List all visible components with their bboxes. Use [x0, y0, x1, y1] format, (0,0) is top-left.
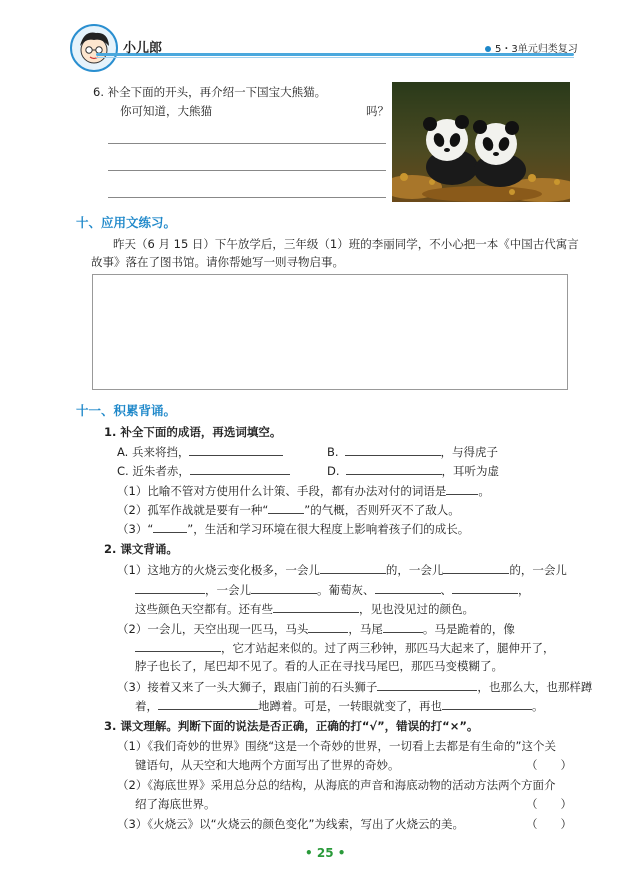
unit-title-text: 5・3单元归类复习 [495, 44, 578, 55]
text: 地蹲着。可是，一转眼就变了，再也 [258, 699, 442, 713]
q2-p2-line3: 脖子也长了，尾巴却不见了。看的人正在寻找马尾巴，那匹马变模糊了。 [135, 659, 503, 673]
text: ，见也没见过的颜色。 [359, 602, 474, 616]
panda-photo [392, 82, 570, 202]
text: 。葡萄灰、 [317, 583, 375, 597]
text: ，一会儿 [205, 583, 251, 597]
text: （2）一会儿，天空出现一匹马，马头 [117, 622, 309, 636]
fill-blank[interactable] [135, 639, 221, 652]
option-d-label: D. [327, 464, 340, 478]
fill-blank[interactable] [383, 620, 423, 633]
answer-paren[interactable]: （ ） [526, 797, 572, 811]
text: ，也那么大，也那样蹲 [477, 680, 593, 694]
header-rule-thin [96, 57, 574, 58]
fill-blank[interactable] [377, 678, 477, 691]
section-11-title: 十一、积累背诵。 [76, 403, 177, 418]
q1-s3-text: （3）“ [117, 522, 154, 536]
fill-blank[interactable] [308, 620, 348, 633]
option-b-end: ，与得虎子 [440, 445, 499, 459]
fill-blank[interactable] [346, 462, 442, 475]
text: （1）这地方的火烧云变化极多，一会儿 [117, 563, 320, 577]
fill-blank[interactable] [189, 443, 283, 456]
q2-p1-line3 [135, 600, 474, 617]
option-c [117, 462, 290, 479]
text: 的，一会儿 [385, 563, 444, 577]
q2-p3-line2 [135, 697, 544, 714]
q6-title: 6. 补全下面的开头，再介绍一下国宝大熊猫。 [93, 85, 327, 99]
q1-title: 1. 补全下面的成语，再选词填空。 [104, 425, 282, 439]
text: ， [518, 583, 530, 597]
q1-s1-text: （1）比喻不管对方使用什么计策、手段，都有办法对付的词语是 [117, 484, 447, 498]
text: 这些颜色天空都有。还有些 [135, 602, 273, 616]
section-10-title: 十、应用文练习。 [76, 215, 177, 230]
q3-item2-line2: 绍了海底世界。 [135, 797, 216, 811]
q3-item3-line1: （3）《火烧云》以“火烧云的颜色变化”为线索，写出了火烧云的美。 [117, 817, 464, 831]
section-10-body-1: 昨天（6 月 15 日）下午放学后，三年级（1）班的李丽同学，不小心把一本《中国古代寓言 [113, 237, 579, 251]
fill-blank[interactable] [446, 482, 478, 495]
q1-sentence-1 [117, 482, 490, 499]
q3-item1-line1: （1）《我们奇妙的世界》围绕“这是一个奇妙的世界，一切看上去都是有生命的”这个关 [117, 739, 556, 753]
q1-s1-end: 。 [478, 484, 490, 498]
kid-face-icon [72, 26, 116, 70]
q3-item2-line1: （2）《海底世界》采用总分总的结构，从海底的声音和海底动物的活动方法两个方面介 [117, 778, 556, 792]
unit-title [485, 40, 578, 55]
brand-name: 小儿郎 [123, 41, 163, 56]
q1-s2-text: （2）孤军作战就是要有一种“ [117, 503, 269, 517]
option-a-text: A. 兵来将挡， [117, 445, 190, 459]
text: 。 [532, 699, 544, 713]
text: ，马尾 [348, 622, 383, 636]
writing-box[interactable] [92, 274, 568, 390]
option-b-label: B. [327, 445, 339, 459]
fill-blank[interactable] [135, 581, 205, 594]
q2-p1-line2 [135, 581, 530, 598]
q6-prompt-start: 你可知道，大熊猫 [120, 104, 212, 118]
q2-p2-line1 [117, 620, 515, 637]
answer-paren[interactable]: （ ） [526, 817, 572, 831]
q1-s3-end: ”，生活和学习环境在很大程度上影响着孩子们的成长。 [187, 522, 470, 536]
answer-paren[interactable]: （ ） [526, 758, 572, 772]
text: 着， [135, 699, 158, 713]
fill-blank[interactable] [375, 581, 441, 594]
q1-s2-end: ”的气概，否则歼灭不了敌人。 [304, 503, 460, 517]
q2-p2-line2 [135, 639, 555, 656]
fill-blank[interactable] [320, 561, 386, 574]
answer-line[interactable] [108, 170, 386, 171]
option-d [327, 462, 499, 479]
fill-blank[interactable] [268, 501, 304, 514]
option-a [117, 443, 283, 460]
fill-blank[interactable] [442, 697, 532, 710]
text: 。马是跪着的，像 [422, 622, 515, 636]
bullet-icon [485, 46, 491, 52]
fill-blank[interactable] [251, 581, 317, 594]
option-d-end: ，耳听为虚 [441, 464, 500, 478]
q3-title: 3. 课文理解。判断下面的说法是否正确，正确的打“√”，错误的打“×”。 [104, 719, 479, 733]
q3-item1-line2: 键语句，从天空和大地两个方面写出了世界的奇妙。 [135, 758, 400, 772]
page-number: • 25 • [305, 846, 346, 860]
answer-line[interactable] [108, 143, 386, 144]
q1-sentence-3 [117, 520, 469, 537]
fill-blank[interactable] [273, 600, 359, 613]
fill-blank[interactable] [443, 561, 509, 574]
q6-prompt-end: 吗？ [366, 104, 389, 118]
fill-blank[interactable] [345, 443, 441, 456]
text: ，它才站起来似的。过了两三秒钟，那匹马大起来了，腿伸开了， [221, 641, 555, 655]
q2-title: 2. 课文背诵。 [104, 542, 178, 556]
q2-p3-line1 [117, 678, 592, 695]
q1-sentence-2 [117, 501, 460, 518]
fill-blank[interactable] [158, 697, 258, 710]
option-b [327, 443, 498, 460]
text: （3）接着又来了一头大狮子，跟庙门前的石头狮子 [117, 680, 378, 694]
kid-mascot-logo [70, 24, 118, 72]
q2-p1-line1 [117, 561, 567, 578]
fill-blank[interactable] [452, 581, 518, 594]
text: 的，一会儿 [509, 563, 567, 577]
text: 、 [440, 583, 452, 597]
fill-blank[interactable] [153, 520, 187, 533]
answer-line[interactable] [108, 197, 386, 198]
option-c-text: C. 近朱者赤， [117, 464, 190, 478]
section-10-body-2: 故事》落在了图书馆。请你帮她写一则寻物启事。 [91, 255, 344, 269]
fill-blank[interactable] [190, 462, 290, 475]
